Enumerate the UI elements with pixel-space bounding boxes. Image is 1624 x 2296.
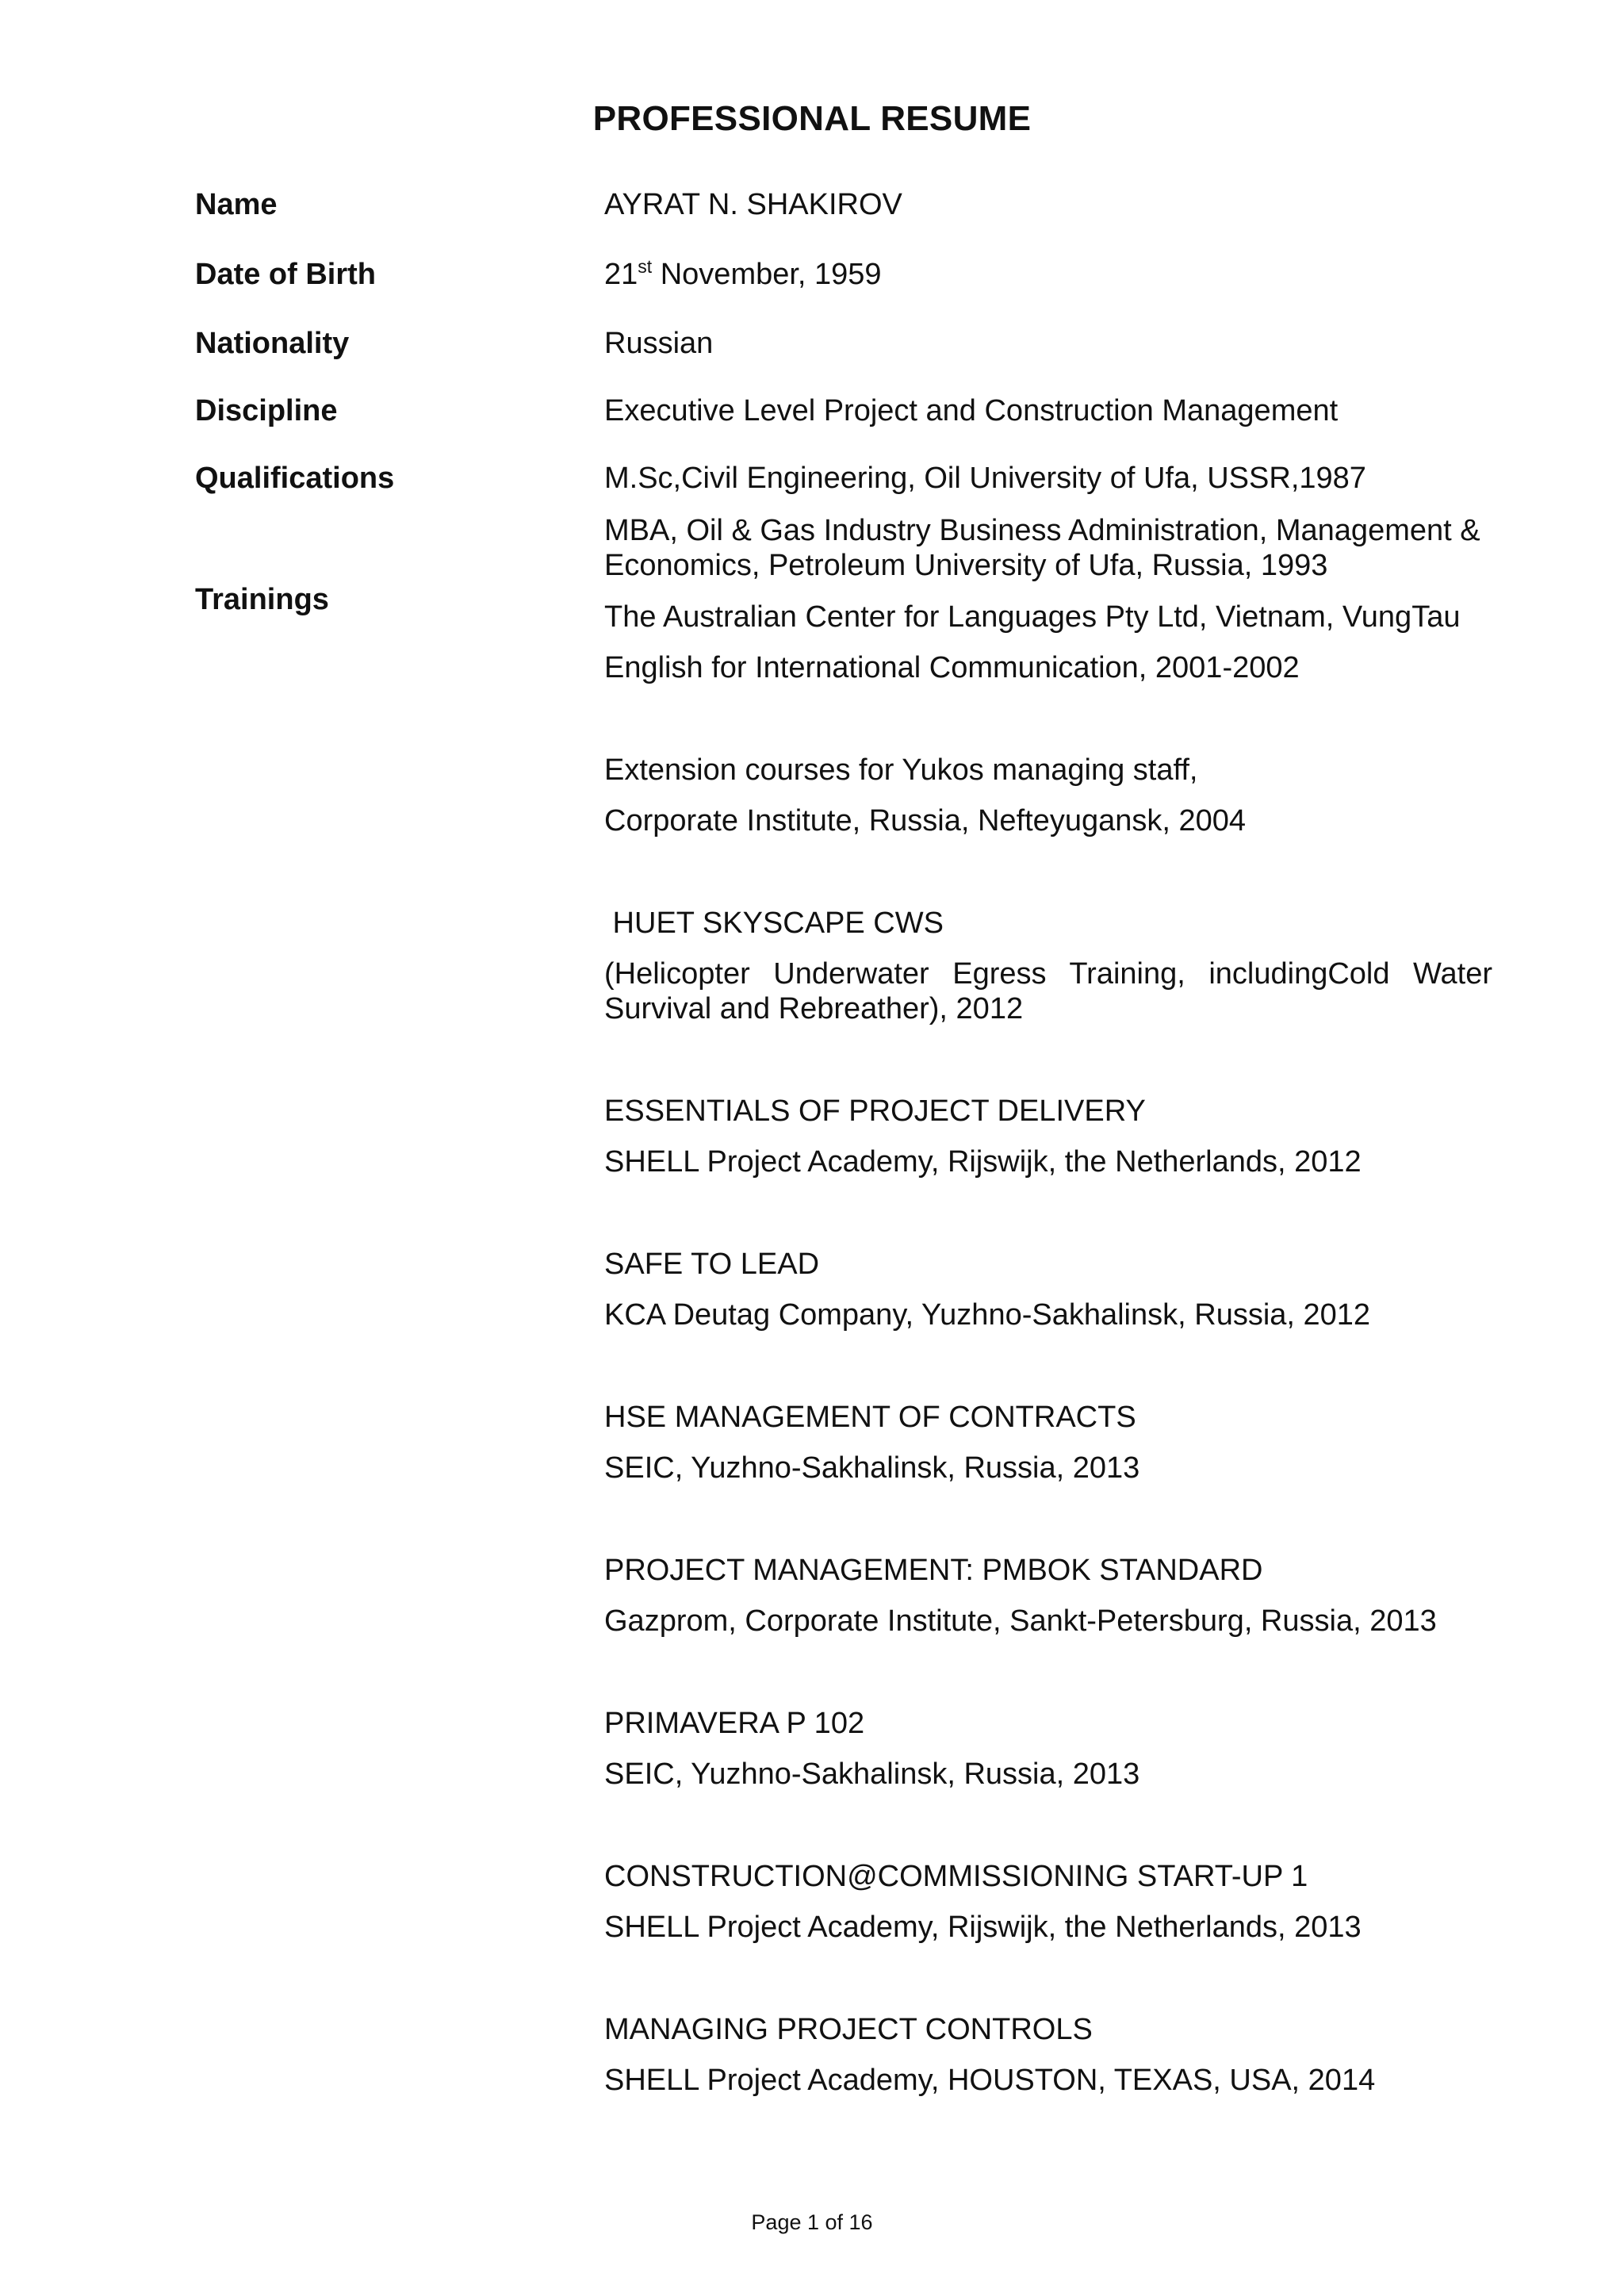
nationality-label: Nationality <box>195 327 350 360</box>
training-detail: KCA Deutag Company, Yuzhno-Sakhalinsk, Russia, 2012 <box>604 1298 1371 1332</box>
dob-value <box>604 257 882 292</box>
training-detail: (Helicopter Underwater Egress Training, includingCold Water Survival and Rebreather), 2012 <box>604 957 1492 1025</box>
discipline-value: Executive Level Project and Construction Management <box>604 394 1339 427</box>
name-value: AYRAT N. SHAKIROV <box>604 188 902 221</box>
training-detail: SHELL Project Academy, Rijswijk, the Netherlands, 2013 <box>604 1911 1362 1944</box>
training-title: HUET SKYSCAPE CWS <box>604 907 944 940</box>
training-detail: Corporate Institute, Russia, Nefteyugansk, 2004 <box>604 804 1247 838</box>
training-detail: SEIC, Yuzhno-Sakhalinsk, Russia, 2013 <box>604 1451 1140 1485</box>
dob-suffix: st <box>638 256 653 277</box>
dob-label: Date of Birth <box>195 258 376 291</box>
nationality-value: Russian <box>604 327 714 360</box>
qualifications-label: Qualifications <box>195 462 395 495</box>
training-detail: Gazprom, Corporate Institute, Sankt-Petersburg, Russia, 2013 <box>604 1604 1437 1638</box>
training-title: PRIMAVERA P 102 <box>604 1707 865 1740</box>
dob-day: 21 <box>604 258 638 291</box>
training-title: HSE MANAGEMENT OF CONTRACTS <box>604 1401 1136 1434</box>
training-detail: SHELL Project Academy, HOUSTON, TEXAS, USA, 2014 <box>604 2064 1376 2097</box>
training-title: SAFE TO LEAD <box>604 1248 820 1281</box>
training-title: ESSENTIALS OF PROJECT DELIVERY <box>604 1094 1146 1128</box>
page-title: PROFESSIONAL RESUME <box>592 99 1032 138</box>
training-detail: English for International Communication, 2001-2002 <box>604 651 1300 684</box>
training-title: Extension courses for Yukos managing staff, <box>604 753 1198 787</box>
training-detail: SEIC, Yuzhno-Sakhalinsk, Russia, 2013 <box>604 1757 1140 1791</box>
qualification-item: MBA, Oil & Gas Industry Business Administration, Management & Economics, Petroleum University of Ufa, Russia, 1993 <box>604 514 1480 582</box>
training-title: PROJECT MANAGEMENT: PMBOK STANDARD <box>604 1554 1263 1587</box>
dob-month-year: November, 1959 <box>652 258 882 291</box>
training-title: The Australian Center for Languages Pty Ltd, Vietnam, VungTau <box>604 600 1461 634</box>
training-title: CONSTRUCTION@COMMISSIONING START-UP 1 <box>604 1860 1308 1893</box>
qualification-item: M.Sc,Civil Engineering, Oil University of Ufa, USSR,1987 <box>604 462 1366 495</box>
training-detail: SHELL Project Academy, Rijswijk, the Netherlands, 2012 <box>604 1145 1362 1179</box>
name-label: Name <box>195 188 278 221</box>
page-number: Page 1 of 16 <box>751 2210 873 2234</box>
trainings-label: Trainings <box>195 583 329 616</box>
discipline-label: Discipline <box>195 394 338 427</box>
training-title: MANAGING PROJECT CONTROLS <box>604 2013 1093 2046</box>
